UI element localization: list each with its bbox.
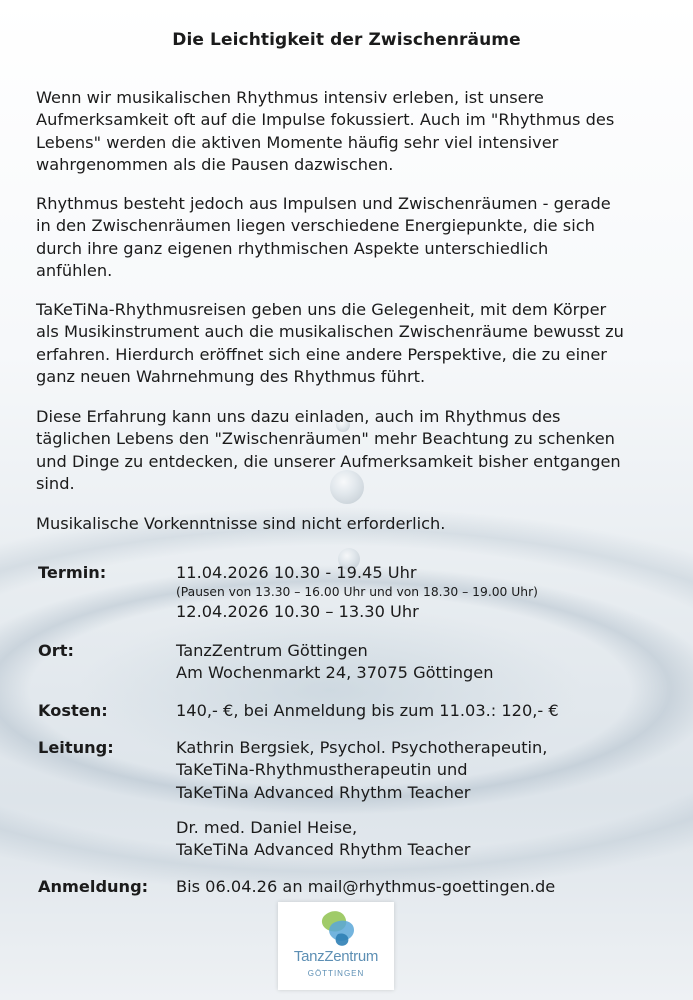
- text-line: Aufmerksamkeit oft auf die Impulse fokussiert. Auch im "Rhythmus des: [36, 110, 615, 130]
- leitung-line: TaKeTiNa-Rhythmustherapeutin und: [176, 760, 468, 780]
- logo-sub: GÖTTINGEN: [307, 969, 365, 978]
- leitung-line: TaKeTiNa Advanced Rhythm Teacher: [176, 840, 471, 860]
- text-line: wahrgenommen als die Pausen dazwischen.: [36, 155, 394, 175]
- logo-mark-icon: [278, 904, 394, 954]
- ort-line: TanzZentrum Göttingen: [176, 641, 368, 660]
- termin-date-1: 11.04.2026 10.30 - 19.45 Uhr: [176, 563, 417, 582]
- text-line: anfühlen.: [36, 261, 113, 281]
- text-line: Musikalische Vorkenntnisse sind nicht erforderlich.: [36, 514, 446, 533]
- leitung-value-2: [176, 817, 676, 862]
- text-line: Wenn wir musikalischen Rhythmus intensiv erleben, ist unsere: [36, 88, 544, 107]
- taketina-paragraph: [36, 299, 666, 389]
- text-line: in den Zwischenräumen liegen verschiedene Energiepunkte, die sich: [36, 216, 595, 236]
- text-line: täglichen Lebens den "Zwischenräumen" mehr Beachtung zu schenken: [36, 429, 615, 449]
- page-title: Die Leichtigkeit der Zwischenräume: [172, 30, 521, 50]
- tanzzentrum-logo: [278, 902, 394, 990]
- termin-label: Termin:: [38, 563, 107, 582]
- leitung-line: TaKeTiNa Advanced Rhythm Teacher: [176, 782, 471, 802]
- leitung-value: [176, 737, 676, 804]
- text-line: sind.: [36, 474, 75, 494]
- experience-paragraph: [36, 406, 666, 496]
- leitung-line: Dr. med. Daniel Heise,: [176, 818, 358, 837]
- termin-date-2: 12.04.2026 10.30 – 13.30 Uhr: [176, 602, 419, 622]
- ort-label: Ort:: [38, 641, 74, 660]
- ort-value: [176, 640, 676, 685]
- text-line: Diese Erfahrung kann uns dazu einladen, auch im Rhythmus des: [36, 407, 561, 426]
- prerequisites-paragraph: [36, 513, 666, 535]
- anmeldung-value: Bis 06.04.26 an mail@rhythmus-goettingen.de: [176, 877, 556, 896]
- kosten-label: Kosten:: [38, 701, 108, 720]
- leitung-line: Kathrin Bergsiek, Psychol. Psychotherapeutin,: [176, 738, 548, 757]
- text-line: Lebens" werden die aktiven Momente häufig sehr viel intensiver: [36, 132, 559, 152]
- intro-paragraph: [36, 87, 666, 177]
- leitung-label: Leitung:: [38, 738, 114, 757]
- termin-pause: (Pausen von 13.30 – 16.00 Uhr und von 18.30 – 19.00 Uhr): [176, 585, 538, 600]
- text-line: erfahren. Hierdurch eröffnet sich eine andere Perspektive, die zu einer: [36, 344, 607, 364]
- text-line: ganz neuen Wahrnehmung des Rhythmus führt.: [36, 367, 426, 387]
- text-line: Rhythmus besteht jedoch aus Impulsen und Zwischenräumen - gerade: [36, 194, 611, 213]
- text-line: als Musikinstrument auch die musikalischen Zwischenräume bewusst zu: [36, 322, 624, 342]
- text-line: und Dinge zu entdecken, die unserer Aufmerksamkeit bisher entgangen: [36, 451, 621, 471]
- logo-name: TanzZentrum: [293, 948, 379, 965]
- ort-line: Am Wochenmarkt 24, 37075 Göttingen: [176, 663, 494, 683]
- rhythm-paragraph: [36, 193, 666, 283]
- termin-value: [176, 562, 676, 624]
- text-line: TaKeTiNa-Rhythmusreisen geben uns die Gelegenheit, mit dem Körper: [36, 300, 607, 319]
- kosten-value: 140,- €, bei Anmeldung bis zum 11.03.: 120,- €: [176, 701, 559, 720]
- text-line: durch ihre ganz eigenen rhythmischen Aspekte unterschiedlich: [36, 238, 549, 258]
- anmeldung-label: Anmeldung:: [38, 877, 149, 896]
